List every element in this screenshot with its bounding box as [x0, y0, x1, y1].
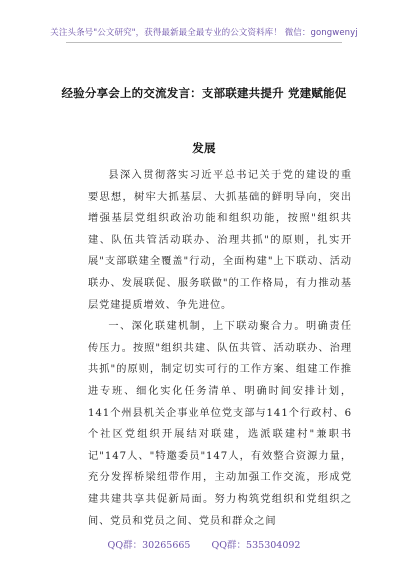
document-body	[88, 165, 352, 532]
footer-qq-groups: QQ群：30265665 QQ群：535304092	[107, 540, 301, 551]
header-divider	[66, 42, 342, 43]
paragraph-section-one: 一、深化联建机制，上下联动聚合力。明确责任传压力。按照"组织共建、队伍共管、活动联办、治理共抓"的原则，制定切实可行的工作方案、组建工作推进专班、细化实化任务清单、明确时间安排计划，141个州县机关企事业单位党支部与141个行政村、6个社区党组织开展结对联建，选派联建村"兼职书记"147人、"特邀委员"147人，有效整合资源力量，充分发挥桥梁纽带作用，主动加强工作交流，形成党建共建共享共促新局面。努力构筑党组织和党组织之间、党员和党员之间、党员和群众之间	[88, 321, 352, 527]
header-banner: 关注头条号"公文研究"，获得最新最全最专业的公文资料库！ 微信：gongwenyj	[50, 28, 358, 38]
document-title: 经验分享会上的交流发言：支部联建共提升 党建赋能促发展	[61, 86, 347, 155]
paragraph-intro: 县深入贯彻落实习近平总书记关于党的建设的重要思想，树牢大抓基层、大抓基础的鲜明导向，突出增强基层党组织政治功能和组织功能，按照"组织共建、队伍共管活动联办、治理共抓"的原则，扎实开展"支部联建全覆盖"行动，全面构建"上下联动、活动联办、发展联促、服务联做"的工作格局，有力推动基层党建提质增效、争先进位。	[88, 170, 352, 311]
